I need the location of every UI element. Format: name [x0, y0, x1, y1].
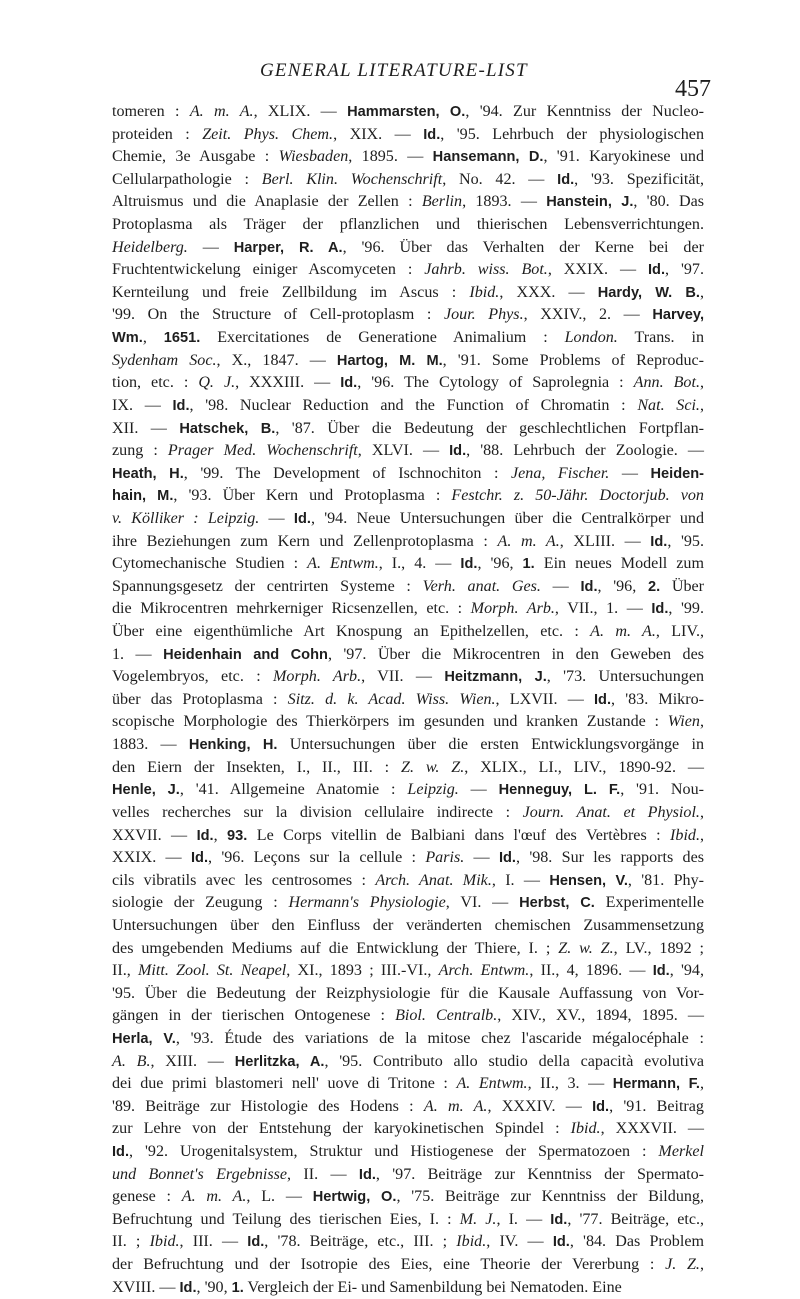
citation-title: A. m. A.	[590, 623, 656, 641]
citation-title: Heidelberg.	[112, 238, 188, 256]
page-number: 457	[675, 76, 711, 102]
author-name: Id.	[652, 963, 670, 980]
text-line: Sydenham Soc., X., 1847. — Hartog, M. M., '91. Some Problems of Reproduc-	[112, 351, 704, 369]
citation-title: und Bonnet's Ergebnisse	[112, 1165, 288, 1183]
author-name: Id.	[423, 126, 441, 143]
text-line: gängen in der tierischen Ontogenese : Biol. Centralb., XIV., XV., 1894, 1895. —	[112, 1007, 705, 1025]
citation-title: Paris.	[425, 849, 465, 867]
author-name: 1.	[522, 556, 535, 573]
text-line: v. Kölliker : Leipzig. — Id., '94. Neue Untersuchungen über die Centralkörper und	[112, 509, 705, 527]
citation-title: Ann. Bot.	[633, 374, 700, 392]
citation-title: Z. w. Z.	[401, 758, 465, 776]
author-name: Id.	[650, 533, 668, 550]
citation-title: Ibid.	[670, 826, 700, 844]
text-line: cils vibratils avec les centrosomes : Arch. Anat. Mik., I. — Hensen, V., '81. Phy-	[112, 871, 704, 889]
text-line: und Bonnet's Ergebnisse, II. — Id., '97. Beiträge zur Kenntniss der Spermato-	[112, 1165, 704, 1183]
text-line: genese : A. m. A., L. — Hertwig, O., '75. Beiträge zur Kenntniss der Bildung,	[112, 1188, 704, 1206]
author-name: Hansemann, D.	[432, 149, 544, 166]
citation-title: Berl. Klin. Wochenschrift	[261, 170, 443, 188]
text-line: Altruismus und die Anaplasie der Zellen : Berlin, 1893. — Hanstein, J., '80. Das	[112, 193, 705, 211]
author-name: Id.	[552, 1234, 570, 1251]
text-line: 1883. — Henking, H. Untersuchungen über die ersten Entwicklungsvorgänge in	[112, 736, 704, 754]
citation-title: Ibid.	[469, 283, 500, 301]
text-line: tion, etc. : Q. J., XXXIII. — Id., '96. The Cytology of Saprolegnia : Ann. Bot.,	[112, 374, 705, 392]
author-name: 93.	[227, 827, 248, 844]
text-line: Heidelberg. — Harper, R. A., '96. Über das Verhalten der Kerne bei der	[112, 238, 704, 256]
citation-title: Mitt. Zool. St. Neapel	[138, 962, 287, 980]
author-name: Id.	[651, 601, 669, 618]
author-name: Hatschek, B.	[179, 420, 276, 437]
author-name: Hertwig, O.	[312, 1189, 397, 1206]
author-name: Wm.	[112, 330, 143, 347]
text-line: Cytomechanische Studien : A. Entwm., I., 4. — Id., '96, 1. Ein neues Modell zum	[112, 555, 704, 573]
author-name: Heiden-	[650, 465, 705, 482]
author-name: Id.	[557, 171, 575, 188]
citation-title: Sydenham Soc.	[112, 351, 217, 369]
text-line: Befruchtung und Teilung des tierischen Eies, I. : M. J., I. — Id., '77. Beiträge, etc.,	[112, 1210, 705, 1228]
author-name: Hartog, M. M.	[336, 352, 443, 369]
text-line: XVIII. — Id., '90, 1. Vergleich der Ei- und Samenbildung bei Nematoden. Eine	[112, 1278, 622, 1296]
author-name: 1.	[231, 1279, 244, 1296]
citation-title: Ibid.	[570, 1120, 601, 1138]
citation-title: A. B.	[112, 1052, 151, 1070]
citation-title: Merkel	[658, 1143, 704, 1161]
text-line: hain, M., '93. Über Kern und Protoplasma : Festchr. z. 50-Jähr. Doctorjub. von	[112, 487, 704, 505]
running-head: GENERAL LITERATURE-LIST	[260, 60, 528, 81]
literature-list-text	[112, 101, 704, 1299]
text-line: Protoplasma als Träger der pflanzlichen und thierischen Lebensverrichtungen.	[112, 216, 704, 234]
text-line: scopische Morphologie des Thierkörpers im gesunden und kranken Zustande : Wien,	[112, 713, 704, 731]
text-line: Spannungsgesetz der centrirten Systeme : Verh. anat. Ges. — Id., '96, 2. Über	[112, 577, 705, 595]
citation-title: Jour. Phys.	[443, 306, 524, 324]
citation-title: A. m. A.	[497, 532, 560, 550]
text-line: den Eiern der Insekten, I., II., III. : Z. w. Z., XLIX., LI., LIV., 1890-92. —	[112, 758, 704, 776]
citation-title: Leipzig.	[407, 781, 459, 799]
author-name: Id.	[340, 375, 358, 392]
citation-title: London.	[564, 329, 618, 347]
text-line: ihre Beziehungen zum Kern und Zellenprotoplasma : A. m. A., XLIII. — Id., '95.	[112, 532, 704, 550]
author-name: hain, M.	[112, 488, 174, 505]
citation-title: Morph. Arb.	[470, 600, 555, 618]
text-line: Über eine eigenthümliche Art Knospung an Epithelzellen, etc. : A. m. A., LIV.,	[112, 623, 704, 641]
author-name: 2.	[647, 578, 661, 595]
author-name: Id.	[112, 1144, 130, 1161]
citation-title: A. m. A.	[423, 1097, 488, 1115]
author-name: Id.	[358, 1166, 376, 1183]
text-line: zung : Prager Med. Wochenschrift, XLVI. — Id., '88. Lehrbuch der Zoologie. —	[112, 442, 704, 460]
text-line: Herla, V., '93. Étude des variations de la mitose chez l'ascaride mégalocéphale :	[112, 1029, 704, 1047]
author-name: Hensen, V.	[549, 872, 628, 889]
citation-title: Festchr. z. 50-Jähr. Doctorjub. von	[451, 487, 704, 505]
text-line: Heath, H., '99. The Development of Ischnochiton : Jena, Fischer. — Heiden-	[112, 464, 705, 482]
text-line: Fruchtentwickelung einiger Ascomyceten : Jahrb. wiss. Bot., XXIX. — Id., '97.	[112, 261, 704, 279]
text-line: '99. On the Structure of Cell-protoplasm : Jour. Phys., XXIV., 2. — Harvey,	[112, 306, 704, 324]
citation-title: Jahrb. wiss. Bot.	[424, 261, 548, 279]
text-line: Vogelembryos, etc. : Morph. Arb., VII. — Heitzmann, J., '73. Untersuchungen	[112, 668, 705, 686]
author-name: Id.	[172, 397, 190, 414]
citation-title: Ibid.	[149, 1233, 180, 1251]
citation-title: Berlin	[421, 193, 463, 211]
author-name: Hammarsten, O.	[347, 104, 466, 120]
text-line: XXIX. — Id., '96. Leçons sur la cellule : Paris. — Id., '98. Sur les rapports des	[112, 849, 704, 867]
citation-title: A. m. A.	[181, 1188, 247, 1206]
author-name: Id.	[449, 443, 467, 460]
citation-title: Sitz. d. k. Acad. Wiss. Wien.	[287, 690, 496, 708]
text-line: '89. Beiträge zur Histologie des Hodens : A. m. A., XXXIV. — Id., '91. Beitrag	[112, 1097, 704, 1115]
text-line: '95. Über die Bedeutung der Reizphysiologie für die Kausale Auffassung von Vor-	[112, 984, 704, 1002]
author-name: Harvey,	[652, 307, 704, 324]
text-line: dei due primi blastomeri nell' uove di Tritone : A. Entwm., II., 3. — Hermann, F.,	[112, 1075, 705, 1093]
author-name: Harper, R. A.	[233, 239, 343, 256]
author-name: Hermann, F.	[612, 1076, 700, 1093]
text-line: Henle, J., '41. Allgemeine Anatomie : Leipzig. — Henneguy, L. F., '91. Nou-	[112, 781, 704, 799]
author-name: Id.	[196, 827, 214, 844]
citation-title: A. m. A.	[189, 103, 254, 120]
citation-title: A. Entwm.	[456, 1075, 528, 1093]
citation-title: J. Z.	[665, 1256, 700, 1274]
text-line: XII. — Hatschek, B., '87. Über die Bedeutung der geschlechtlichen Fortpflan-	[112, 419, 704, 437]
author-name: Id.	[648, 262, 666, 279]
citation-title: Nat. Sci.	[637, 396, 700, 414]
author-name: Id.	[247, 1234, 265, 1251]
text-line: Id., '92. Urogenitalsystem, Struktur und Histiogenese der Spermatozoen : Merkel	[112, 1143, 704, 1161]
text-line: A. B., XIII. — Herlitzka, A., '95. Contributo allo studio della capacità evolutiva	[112, 1052, 705, 1070]
text-line: IX. — Id., '98. Nuclear Reduction and the Function of Chromatin : Nat. Sci.,	[112, 396, 704, 414]
citation-title: Verh. anat. Ges.	[422, 577, 541, 595]
text-line: II., Mitt. Zool. St. Neapel, XI., 1893 ; III.-VI., Arch. Entwm., II., 4, 1896. — Id., '94,	[112, 962, 704, 980]
author-name: Herlitzka, A.	[234, 1053, 325, 1070]
citation-title: Jena, Fischer.	[510, 464, 610, 482]
author-name: Id.	[580, 578, 598, 595]
text-line: XXVII. — Id., 93. Le Corps vitellin de Balbiani dans l'œuf des Vertèbres : Ibid.,	[112, 826, 705, 844]
citation-title: Wiesbaden	[278, 148, 349, 166]
text-line: die Mikrocentren mehrkerniger Ricsenzellen, etc. : Morph. Arb., VII., 1. — Id., '99.	[112, 600, 704, 618]
citation-title: A. Entwm.	[307, 555, 379, 573]
text-line: 1. — Heidenhain and Cohn, '97. Über die Mikrocentren in den Geweben des	[112, 645, 704, 663]
citation-title: Morph. Arb.	[273, 668, 362, 686]
text-line: velles recherches sur la division cellulaire indirecte : Journ. Anat. et Physiol.,	[112, 803, 704, 821]
author-name: Hardy, W. B.	[597, 284, 700, 301]
citation-title: Prager Med. Wochenschrift	[167, 442, 358, 460]
author-name: Henneguy, L. F.	[498, 782, 621, 799]
author-name: Id.	[592, 1098, 610, 1115]
text-line: proteiden : Zeit. Phys. Chem., XIX. — Id., '95. Lehrbuch der physiologischen	[112, 125, 704, 143]
citation-title: Ibid.	[456, 1233, 487, 1251]
author-name: Heath, H.	[112, 465, 184, 482]
author-name: Id.	[460, 556, 478, 573]
author-name: Heitzmann, J.	[444, 669, 547, 686]
text-line: Chemie, 3e Ausgabe : Wiesbaden, 1895. — Hansemann, D., '91. Karyokinese und	[112, 148, 704, 166]
author-name: Herbst, C.	[519, 895, 595, 912]
citation-title: Z. w. Z.	[558, 939, 614, 957]
citation-title: Biol. Centralb.	[395, 1007, 498, 1025]
author-name: 1651.	[163, 330, 201, 347]
citation-title: Q. J.	[198, 374, 236, 392]
author-name: Hanstein, J.	[546, 194, 634, 211]
text-line: über das Protoplasma : Sitz. d. k. Acad. Wiss. Wien., LXVII. — Id., '83. Mikro-	[112, 690, 704, 708]
citation-title: Zeit. Phys. Chem.	[202, 125, 334, 143]
text-line: Untersuchungen über den Einfluss der veränderten chemischen Zusammensetzung	[112, 916, 704, 934]
author-name: Id.	[190, 850, 208, 867]
text-line: tomeren : A. m. A., XLIX. — Hammarsten, O., '94. Zur Kenntniss der Nucleo-	[112, 103, 704, 120]
text-line: Cellularpathologie : Berl. Klin. Wochenschrift, No. 42. — Id., '93. Spezificität,	[112, 170, 705, 188]
text-line: II. ; Ibid., III. — Id., '78. Beiträge, etc., III. ; Ibid., IV. — Id., '84. Das Problem	[112, 1233, 704, 1251]
text-line: Wm., 1651. Exercitationes de Generatione Animalium : London. Trans. in	[112, 329, 705, 347]
author-name: Id.	[550, 1211, 568, 1228]
citation-title: v. Kölliker : Leipzig.	[112, 509, 260, 527]
author-name: Herla, V.	[112, 1030, 176, 1047]
author-name: Id.	[293, 510, 311, 527]
author-name: Heidenhain and Cohn	[163, 646, 328, 663]
text-line: zur Lehre von der Entstehung der karyokinetischen Spindel : Ibid., XXXVII. —	[112, 1120, 704, 1138]
author-name: Id.	[179, 1279, 197, 1296]
citation-title: M. J.	[459, 1210, 497, 1228]
text-line: des umgebenden Mediums auf die Entwicklung der Thiere, I. ; Z. w. Z., LV., 1892 ;	[112, 939, 705, 957]
citation-title: Arch. Entwm.	[438, 962, 530, 980]
citation-title: Arch. Anat. Mik.	[375, 871, 492, 889]
citation-title: Hermann's Physiologie	[288, 894, 446, 912]
text-line: Kernteilung und freie Zellbildung im Ascus : Ibid., XXX. — Hardy, W. B.,	[112, 283, 704, 301]
author-name: Id.	[498, 850, 516, 867]
citation-title: Journ. Anat. et Physiol.	[522, 803, 700, 821]
text-line: der Befruchtung und der Isotropie des Eies, eine Theorie der Vererbung : J. Z.,	[112, 1256, 704, 1274]
citation-title: Wien	[667, 713, 700, 731]
author-name: Id.	[593, 691, 612, 708]
author-name: Henle, J.	[112, 782, 180, 799]
author-name: Henking, H.	[188, 737, 278, 754]
text-line: siologie der Zeugung : Hermann's Physiologie, VI. — Herbst, C. Experimentelle	[112, 894, 704, 912]
